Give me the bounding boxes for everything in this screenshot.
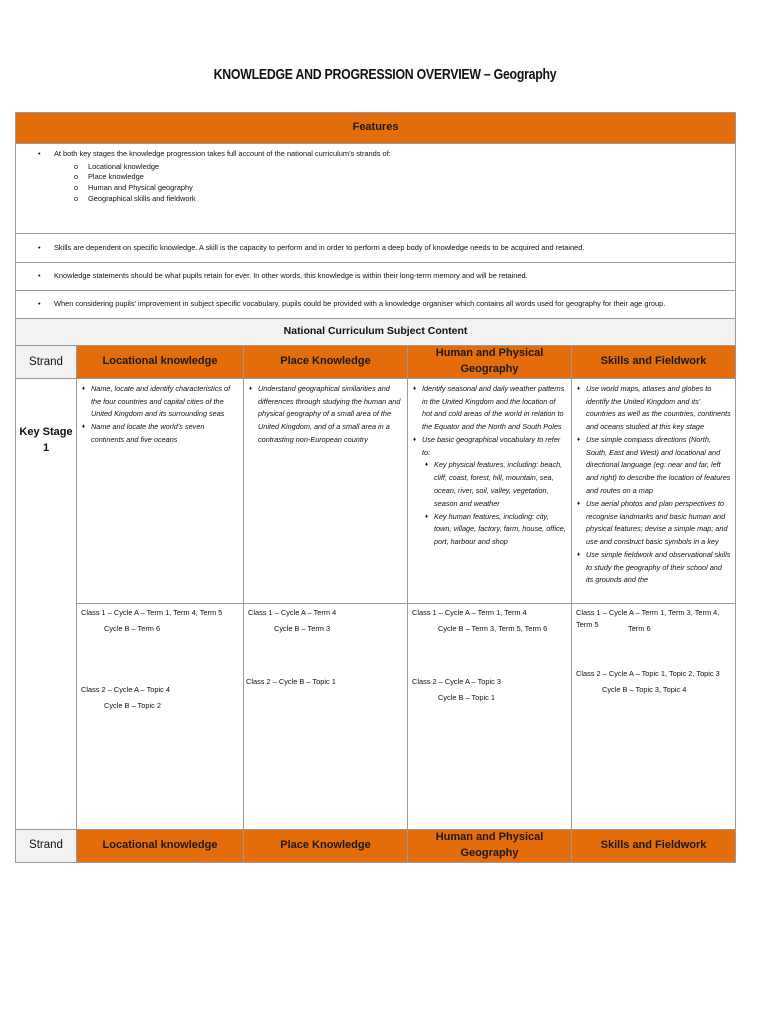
strand-header: Strand (16, 346, 77, 379)
content-item: ♦ Use simple fieldwork and observational skills to study the geography of their school and its grounds and the (586, 549, 731, 587)
plan-text: Class 2 – Cycle A – Topic 3 (412, 676, 502, 686)
plan-text: Class 1 – Cycle A – Term 4 (248, 607, 337, 617)
plan-text: Class 2 – Cycle B – Topic 1 (246, 676, 336, 686)
skills-footer: Skills and Fieldwork (572, 829, 736, 862)
plan-text: Cycle B – Topic 3, Topic 4 (602, 684, 687, 694)
human-header: Human and Physical Geography (408, 346, 572, 379)
plan-text: Cycle B – Topic 1 (438, 692, 495, 702)
features-point-3 (16, 263, 736, 291)
feature-text: • Skills are dependent on specific knowledge. A skill is the capacity to perform and in order to perform a deep body of knowledge needs to be acquired and retained. (54, 243, 729, 254)
content-item: ♦ Use simple compass directions (North, South, East and West) and locational and directional language (eg: near and far, left and right) to describe the location of features and routes on a map (586, 434, 731, 498)
content-subitem: ♦ Key human features, including: city, town, village, factory, farm, house, office, port, harbour and shop (434, 511, 567, 549)
overview-table (15, 112, 736, 863)
key-stage-label: Key Stage 1 (16, 378, 77, 829)
place-header: Place Knowledge (244, 346, 408, 379)
content-item: ♦ Name, locate and identify characteristics of the four countries and capital cities of the United Kingdom and its surrounding seas (91, 383, 239, 421)
features-header: Features (16, 113, 736, 144)
locational-content (77, 378, 244, 603)
content-item: ♦ Use aerial photos and plan perspectives to recognise landmarks and basic human and physical features; devise a simple map; and use and construct basic symbols in a key (586, 498, 731, 549)
skills-plan (572, 603, 736, 829)
plan-text: Cycle B – Term 6 (104, 623, 161, 633)
content-item: ♦ Understand geographical similarities and differences through studying the human and physical geography of a small area of the United Kingdom, and of a small area in a contrasting non-European country (258, 383, 403, 447)
locational-plan (77, 603, 244, 829)
nc-header: National Curriculum Subject Content (16, 319, 736, 346)
content-subitem: ♦ Key physical features, including: beach, cliff, coast, forest, hill, mountain, sea, ocean, river, soil, valley, vegetation, season and weather (434, 459, 567, 510)
content-item: ♦ Identify seasonal and daily weather patterns in the United Kingdom and the location of hot and cold areas of the world in relation to the Equator and the North and South Poles (422, 383, 567, 434)
features-intro-cell (16, 144, 736, 234)
features-point-4 (16, 291, 736, 319)
strand-item: o Locational knowledge (88, 162, 729, 173)
human-footer: Human and Physical Geography (408, 829, 572, 862)
plan-text: Cycle B – Topic 2 (104, 700, 161, 710)
feature-text: • Knowledge statements should be what pupils retain for ever. In other words, this knowledge is within their long-term memory and will be retained. (54, 271, 729, 282)
locational-header: Locational knowledge (77, 346, 244, 379)
plan-text: Cycle B – Term 3 (274, 623, 331, 633)
place-content (244, 378, 408, 603)
strand-item: o Human and Physical geography (88, 183, 729, 194)
plan-text: Cycle B – Term 3, Term 5, Term 6 (438, 623, 548, 633)
human-plan (408, 603, 572, 829)
content-item: ♦ Use basic geographical vocabulary to refer to: (422, 434, 567, 460)
skills-content (572, 378, 736, 603)
features-intro: • At both key stages the knowledge progression takes full account of the national curriculum’s strands of: o Locational knowledge o Place knowledge o Human and Physical geography o Geographical skills and fieldwork (54, 149, 729, 205)
strand-item: o Geographical skills and fieldwork (88, 194, 729, 205)
place-footer: Place Knowledge (244, 829, 408, 862)
locational-footer: Locational knowledge (77, 829, 244, 862)
content-item: ♦ Use world maps, atlases and globes to identify the United Kingdom and its’ countries as well as the countries, continents and oceans studied at this key stage (586, 383, 731, 434)
page-title: KNOWLEDGE AND PROGRESSION OVERVIEW – Geography (213, 66, 557, 83)
place-plan (244, 603, 408, 829)
plan-text: Class 1 – Cycle A – Term 1, Term 3, Term 4, Term 5 (576, 607, 720, 629)
plan-text: Term 6 (628, 623, 651, 633)
plan-text: Class 2 – Cycle A – Topic 4 (81, 684, 171, 694)
features-point-2 (16, 234, 736, 263)
human-content (408, 378, 572, 603)
strand-footer: Strand (16, 829, 77, 862)
skills-header: Skills and Fieldwork (572, 346, 736, 379)
strand-list (54, 162, 729, 205)
plan-text: Class 1 – Cycle A – Term 1, Term 4, Term 5 (81, 607, 223, 617)
plan-text: Class 1 – Cycle A – Term 1, Term 4 (412, 607, 527, 617)
content-item: ♦ Name and locate the world’s seven continents and five oceans (91, 421, 239, 447)
feature-text: • When considering pupils’ improvement in subject specific vocabulary, pupils could be provided with a knowledge organiser which contains all words used for geography for their age group. (54, 299, 729, 310)
strand-item: o Place knowledge (88, 172, 729, 183)
plan-text: Class 2 – Cycle A – Topic 1, Topic 2, Topic 3 (576, 668, 720, 678)
